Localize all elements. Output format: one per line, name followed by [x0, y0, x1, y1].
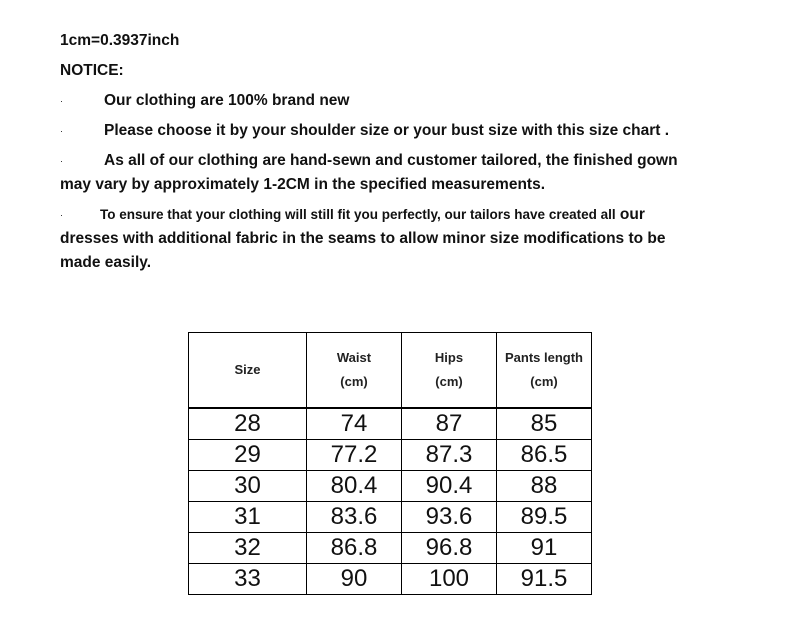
cell-pants-length: 85 — [497, 408, 592, 440]
cell-size: 32 — [189, 533, 307, 564]
notice-item-hand-sewn — [60, 149, 720, 197]
header-unit: (cm) — [530, 374, 558, 389]
cell-hips: 90.4 — [402, 471, 497, 502]
size-chart-table — [188, 332, 592, 595]
bullet-icon: · — [60, 126, 63, 136]
cell-hips: 87 — [402, 408, 497, 440]
header-label: Waist — [336, 350, 372, 365]
bullet-icon: · — [60, 96, 63, 106]
cell-waist: 74 — [307, 408, 402, 440]
notice-item-fit — [60, 203, 720, 275]
cell-size: 29 — [189, 440, 307, 471]
table-row — [189, 502, 592, 533]
header-unit: (cm) — [435, 374, 463, 389]
notice-item-text-small: To ensure that your clothing will still fit you perfectly, our tailors have created all — [100, 207, 616, 222]
cell-size: 31 — [189, 502, 307, 533]
unit-conversion: 1cm=0.3937inch — [60, 32, 180, 49]
cell-size: 30 — [189, 471, 307, 502]
table-header-row — [189, 333, 592, 409]
header-label: Size — [234, 362, 261, 377]
cell-hips: 96.8 — [402, 533, 497, 564]
header-hips — [402, 333, 497, 409]
header-pants-length — [497, 333, 592, 409]
cell-hips: 87.3 — [402, 440, 497, 471]
cell-pants-length: 86.5 — [497, 440, 592, 471]
header-label: Pants length — [504, 350, 583, 365]
header-label: Hips — [434, 350, 464, 365]
cell-waist: 90 — [307, 564, 402, 595]
cell-waist: 86.8 — [307, 533, 402, 564]
table-row — [189, 408, 592, 440]
table-row — [189, 440, 592, 471]
cell-pants-length: 88 — [497, 471, 592, 502]
table-row — [189, 564, 592, 595]
cell-waist: 83.6 — [307, 502, 402, 533]
notice-section — [60, 26, 720, 275]
cell-waist: 80.4 — [307, 471, 402, 502]
bullet-icon: · — [60, 156, 63, 166]
notice-item-text-cont: may vary by approximately 1-2CM in the specified measurements. — [60, 176, 545, 193]
cell-size: 28 — [189, 408, 307, 440]
header-size — [189, 333, 307, 409]
cell-hips: 100 — [402, 564, 497, 595]
notice-item-text: Please choose it by your shoulder size or your bust size with this size chart . — [104, 122, 670, 139]
cell-size: 33 — [189, 564, 307, 595]
notice-item-text-cont: made easily. — [60, 254, 152, 271]
cell-hips: 93.6 — [402, 502, 497, 533]
notice-item-text: Our clothing are 100% brand new — [104, 92, 350, 109]
notice-item-text: As all of our clothing are hand-sewn and customer tailored, the finished gown — [104, 152, 678, 169]
table-row — [189, 533, 592, 564]
notice-item-text-cont: dresses with additional fabric in the seams to allow minor size modifications to be — [60, 230, 666, 247]
notice-item-choose-size — [60, 116, 720, 146]
table-row — [189, 471, 592, 502]
notice-item-new — [60, 86, 720, 116]
cell-pants-length: 91.5 — [497, 564, 592, 595]
cell-pants-length: 91 — [497, 533, 592, 564]
bullet-icon: · — [60, 210, 63, 220]
cell-waist: 77.2 — [307, 440, 402, 471]
notice-item-text: our — [619, 206, 645, 223]
header-waist — [307, 333, 402, 409]
cell-pants-length: 89.5 — [497, 502, 592, 533]
notice-heading: NOTICE: — [60, 62, 124, 79]
header-unit: (cm) — [340, 374, 368, 389]
